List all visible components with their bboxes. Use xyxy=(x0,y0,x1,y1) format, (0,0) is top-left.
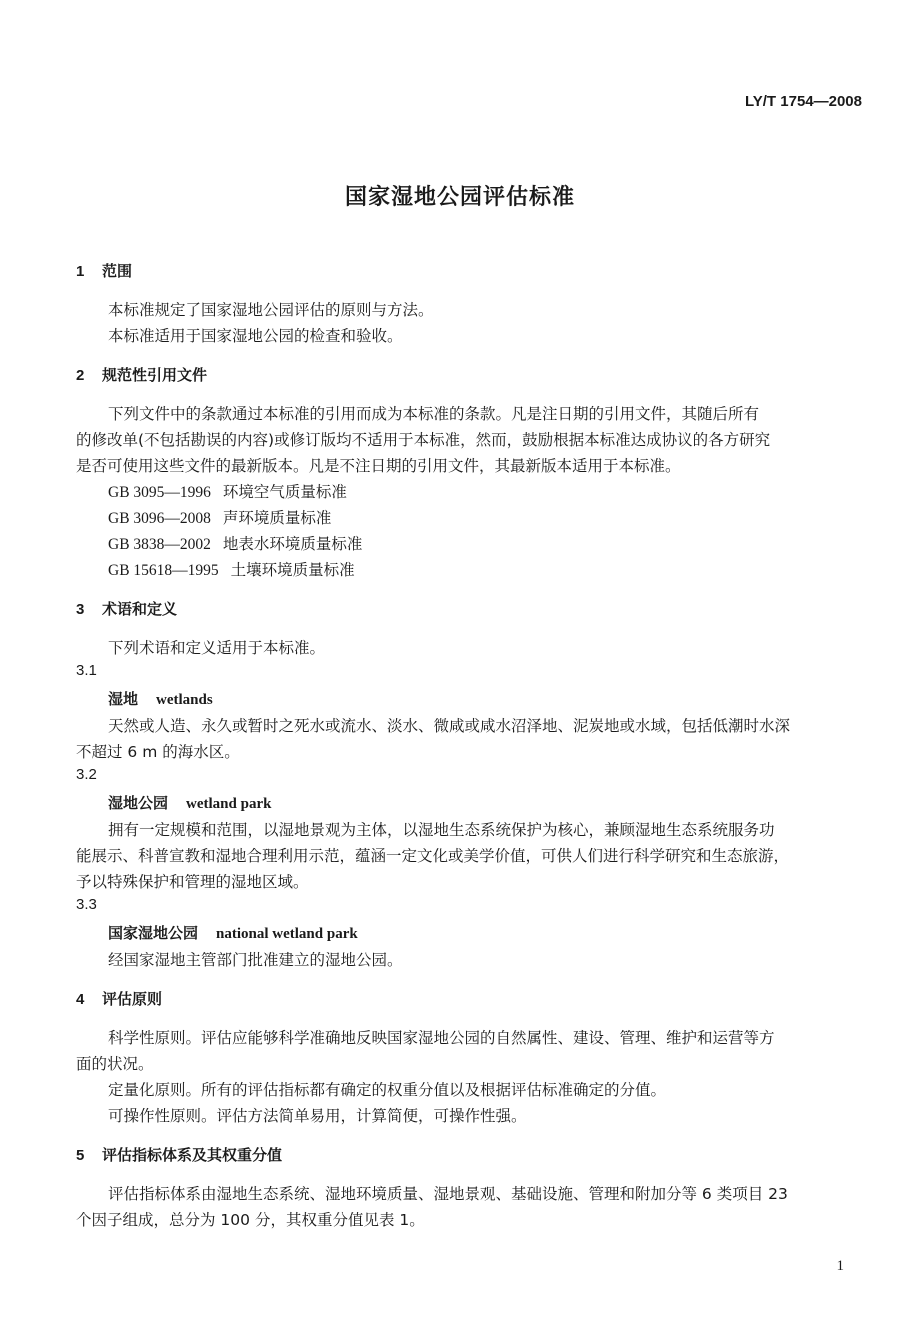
section-title: 范围 xyxy=(102,262,133,280)
paragraph-line: 面的状况。 xyxy=(76,1055,154,1073)
reference-item xyxy=(108,506,331,528)
section-2-heading xyxy=(76,364,207,385)
definition-line: 经国家湿地主管部门批准建立的湿地公园。 xyxy=(108,951,403,969)
term-heading xyxy=(108,792,271,813)
reference-name: 环境空气质量标准 xyxy=(222,483,347,501)
reference-code: GB 3095—1996 xyxy=(108,484,211,501)
reference-name: 声环境质量标准 xyxy=(222,509,332,527)
reference-code: GB 15618—1995 xyxy=(108,562,219,579)
section-4-heading xyxy=(76,988,162,1009)
paragraph-line: 可操作性原则。评估方法简单易用，计算简便，可操作性强。 xyxy=(108,1107,527,1125)
paragraph: 本标准规定了国家湿地公园评估的原则与方法。 xyxy=(108,301,434,319)
paragraph-line: 个因子组成，总分为 100 分，其权重分值见表 1。 xyxy=(76,1211,425,1229)
section-number: 2 xyxy=(76,367,85,384)
term-number: 3.3 xyxy=(76,896,97,913)
term-heading xyxy=(108,922,358,943)
section-number: 1 xyxy=(76,263,85,280)
page-title: 国家湿地公园评估标准 xyxy=(344,185,575,210)
section-title: 规范性引用文件 xyxy=(102,366,208,384)
paragraph-line: 科学性原则。评估应能够科学准确地反映国家湿地公园的自然属性、建设、管理、维护和运营等方 xyxy=(108,1029,775,1047)
paragraph-line: 的修改单(不包括勘误的内容)或修订版均不适用于本标准，然而，鼓励根据本标准达成协议的各方研究 xyxy=(76,431,771,449)
term-zh: 湿地公园 xyxy=(108,794,169,812)
section-title: 术语和定义 xyxy=(102,600,178,618)
definition-line: 天然或人造、永久或暂时之死水或流水、淡水、微咸或咸水沼泽地、泥炭地或水域，包括低潮时水深 xyxy=(108,717,791,735)
section-5-heading xyxy=(76,1144,282,1165)
definition-line: 能展示、科普宣教和湿地合理利用示范，蕴涵一定文化或美学价值，可供人们进行科学研究和生态旅游， xyxy=(76,847,790,865)
reference-item xyxy=(108,558,355,580)
reference-item xyxy=(108,480,347,502)
page-number: 1 xyxy=(836,1258,844,1274)
standard-code: LY/T 1754—2008 xyxy=(744,93,862,110)
reference-item xyxy=(108,532,362,554)
section-number: 5 xyxy=(76,1147,85,1164)
section-number: 3 xyxy=(76,601,85,618)
paragraph: 下列术语和定义适用于本标准。 xyxy=(108,639,326,657)
term-zh: 湿地 xyxy=(108,690,139,708)
term-zh: 国家湿地公园 xyxy=(108,924,199,942)
term-number: 3.2 xyxy=(76,766,97,783)
paragraph-line: 定量化原则。所有的评估指标都有确定的权重分值以及根据评估标准确定的分值。 xyxy=(108,1081,667,1099)
paragraph-line: 评估指标体系由湿地生态系统、湿地环境质量、湿地景观、基础设施、管理和附加分等 6 类项目 23 xyxy=(108,1185,788,1203)
paragraph-line: 是否可使用这些文件的最新版本。凡是不注日期的引用文件，其最新版本适用于本标准。 xyxy=(76,457,681,475)
term-en: wetlands xyxy=(156,692,213,708)
reference-code: GB 3096—2008 xyxy=(108,510,211,527)
term-en: national wetland park xyxy=(216,926,358,942)
definition-line: 予以特殊保护和管理的湿地区域。 xyxy=(76,873,309,891)
definition-line: 不超过 6 m 的海水区。 xyxy=(76,743,240,761)
reference-code: GB 3838—2002 xyxy=(108,536,211,553)
definition-line: 拥有一定规模和范围，以湿地景观为主体，以湿地生态系统保护为核心，兼顾湿地生态系统服务功 xyxy=(108,821,775,839)
term-number: 3.1 xyxy=(76,662,97,679)
section-3-heading xyxy=(76,598,177,619)
section-number: 4 xyxy=(76,991,85,1008)
section-1-heading xyxy=(76,260,132,281)
reference-name: 地表水环境质量标准 xyxy=(222,535,363,553)
term-heading xyxy=(108,688,213,709)
paragraph-line: 下列文件中的条款通过本标准的引用而成为本标准的条款。凡是注日期的引用文件，其随后所有 xyxy=(108,405,760,423)
paragraph: 本标准适用于国家湿地公园的检查和验收。 xyxy=(108,327,403,345)
section-title: 评估指标体系及其权重分值 xyxy=(102,1146,283,1164)
term-en: wetland park xyxy=(186,796,272,812)
section-title: 评估原则 xyxy=(102,990,163,1008)
reference-name: 土壤环境质量标准 xyxy=(230,561,355,579)
